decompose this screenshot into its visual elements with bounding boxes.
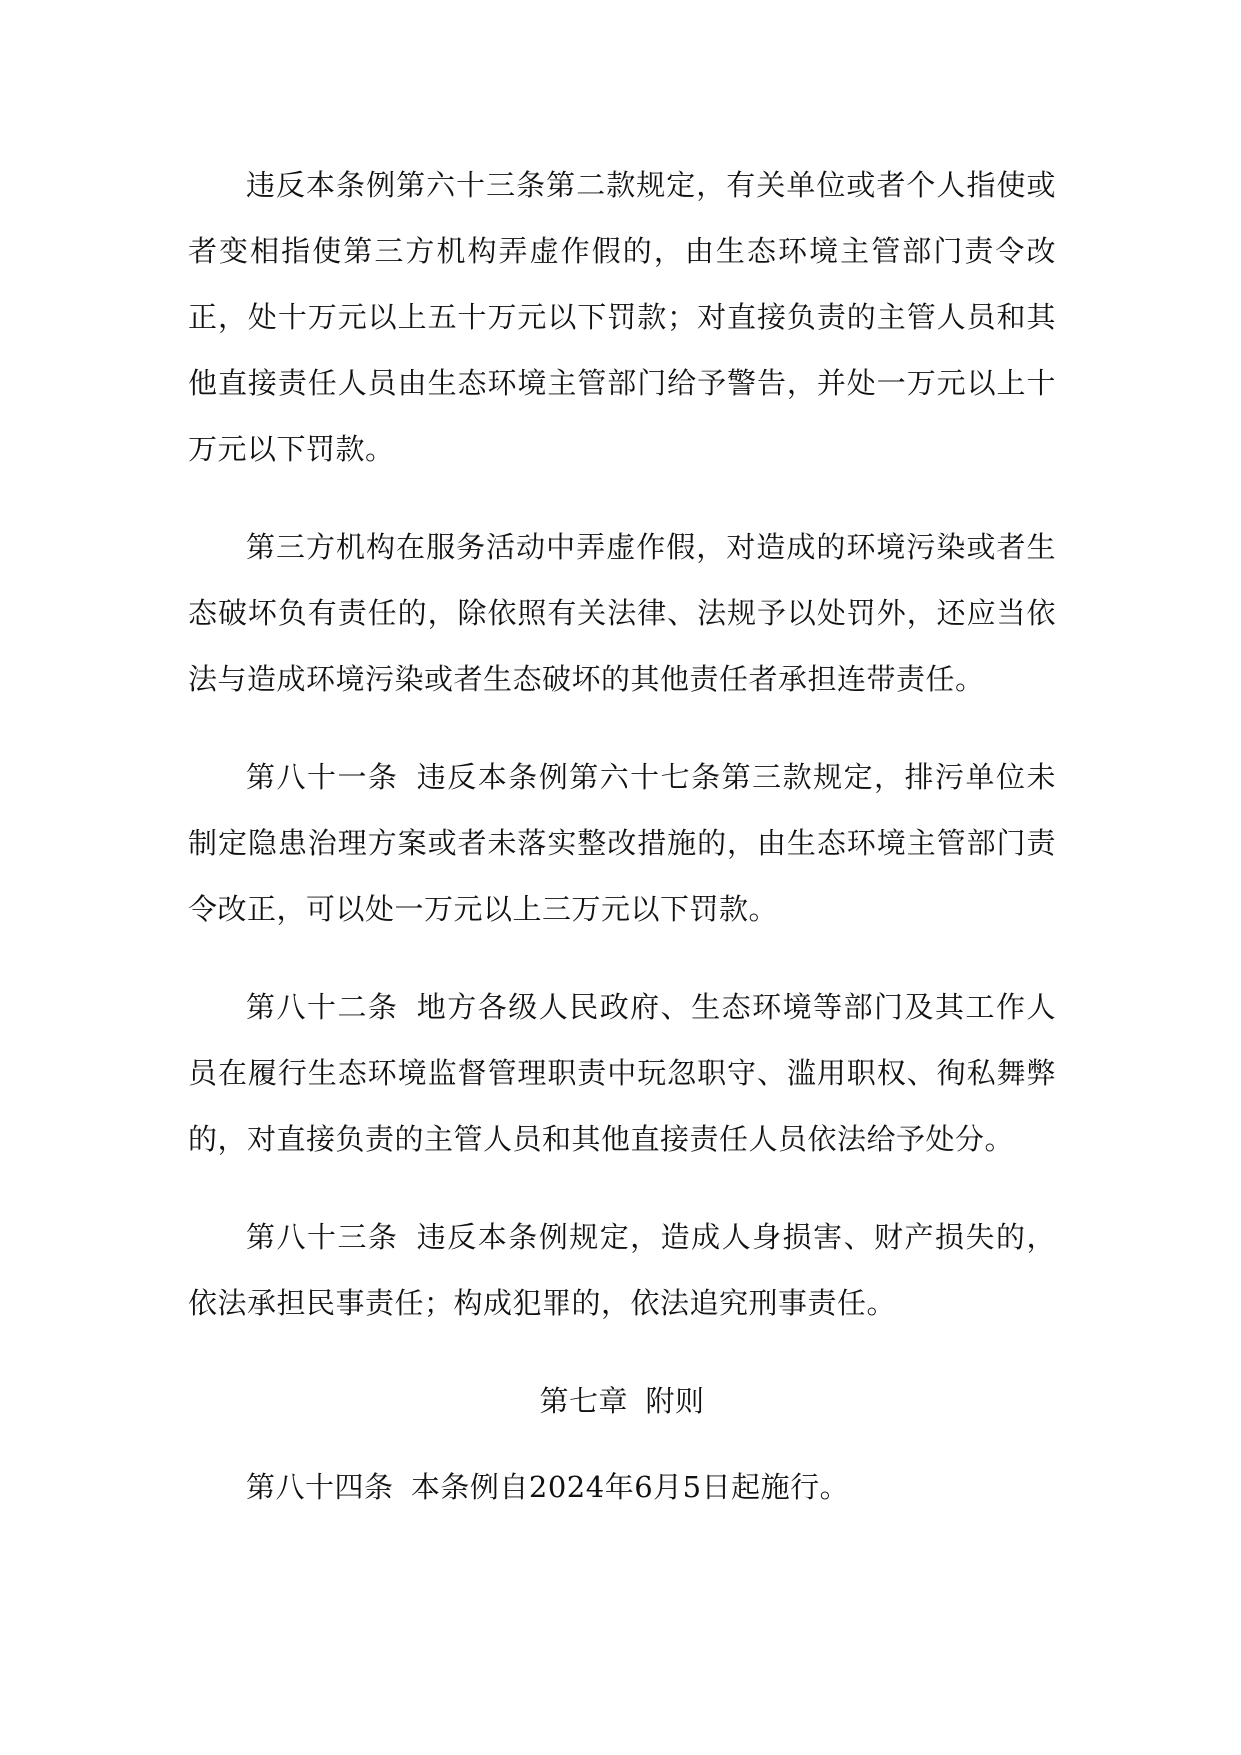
paragraph-penalty-instigation: 违反本条例第六十三条第二款规定，有关单位或者个人指使或者变相指使第三方机构弄虚作假的，由生态环境主管部门责令改正，处十万元以上五十万元以下罚款；对直接负责的主管人员和其他直接责任人员由生态环境主管部门给予警告，并处一万元以上十万元以下罚款。 [188, 168, 1056, 466]
article-83 [188, 1204, 1056, 1336]
article-84 [188, 1454, 1056, 1520]
chapter-number: 第七章 [539, 1384, 629, 1418]
article-84-text: 本条例自2024年6月5日起施行。 [410, 1470, 850, 1504]
article-83-text: 违反本条例规定，造成人身损害、财产损失的，依法承担民事责任；构成犯罪的，依法追究刑事责任。 [188, 1220, 1056, 1320]
article-83-number: 第八十三条 [246, 1220, 399, 1254]
paragraph-third-party-liability: 第三方机构在服务活动中弄虚作假，对造成的环境污染或者生态破坏负有责任的，除依照有关法律、法规予以处罚外，还应当依法与造成环境污染或者生态破坏的其他责任者承担连带责任。 [188, 530, 1056, 696]
article-84-number: 第八十四条 [246, 1470, 394, 1504]
chapter-heading [188, 1368, 1056, 1434]
article-82 [188, 974, 1056, 1172]
article-82-number: 第八十二条 [246, 990, 399, 1024]
article-81-text: 违反本条例第六十七条第三款规定，排污单位未制定隐患治理方案或者未落实整改措施的，由生态环境主管部门责令改正，可以处一万元以上三万元以下罚款。 [188, 760, 1056, 926]
article-81 [188, 744, 1056, 942]
document-body [188, 152, 1056, 1552]
article-82-text: 地方各级人民政府、生态环境等部门及其工作人员在履行生态环境监督管理职责中玩忽职守、滥用职权、徇私舞弊的，对直接负责的主管人员和其他直接责任人员依法给予处分。 [188, 990, 1056, 1156]
article-81-number: 第八十一条 [246, 760, 399, 794]
chapter-title: 附则 [645, 1384, 705, 1418]
